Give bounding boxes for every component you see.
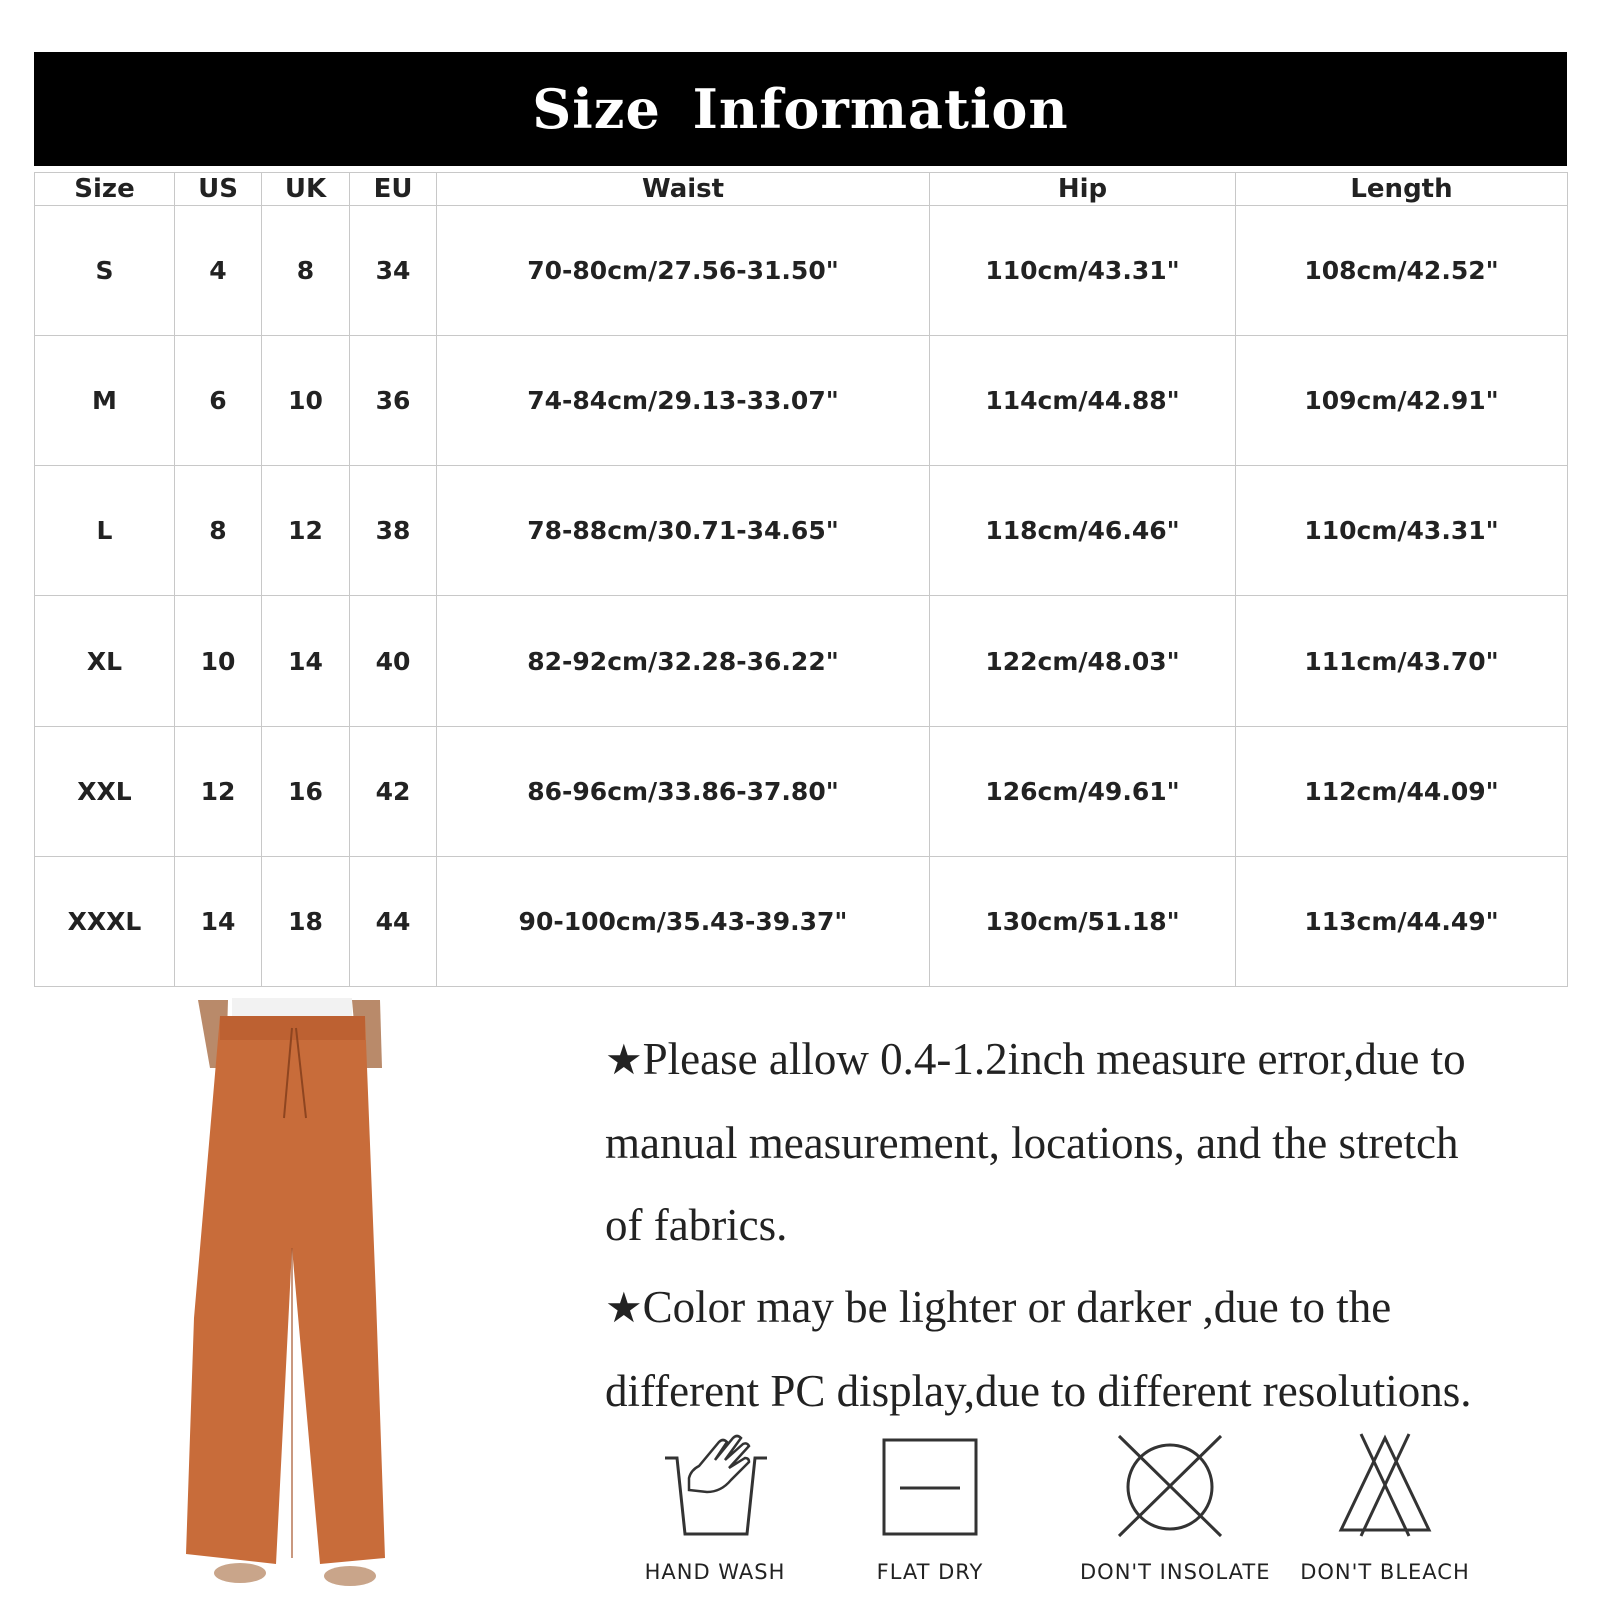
table-row [35,856,1568,986]
header-length: Length [1236,173,1568,206]
cell-us: 4 [175,206,262,336]
cell-eu: 34 [350,206,437,336]
waistband [220,1016,365,1040]
cell-hip: 130cm/51.18" [930,856,1236,986]
hand-wash-icon [655,1430,775,1540]
cell-us: 10 [175,596,262,726]
header-size: Size [35,173,175,206]
cell-waist: 74-84cm/29.13-33.07" [437,336,930,466]
cell-us: 14 [175,856,262,986]
cell-us: 12 [175,726,262,856]
cell-hip: 110cm/43.31" [930,206,1236,336]
flat-dry-icon [880,1430,980,1540]
star-icon: ★ [605,1286,643,1332]
care-dont-insolate: DON'T INSOLATE [1080,1430,1260,1584]
cell-waist: 70-80cm/27.56-31.50" [437,206,930,336]
cell-eu: 44 [350,856,437,986]
left-foot [214,1563,266,1583]
cell-us: 6 [175,336,262,466]
table-row [35,336,1568,466]
cell-size: XXL [35,726,175,856]
title-banner [34,52,1567,166]
cell-uk: 18 [262,856,350,986]
care-hand-wash: HAND WASH [640,1430,790,1584]
table-row [35,596,1568,726]
cell-hip: 118cm/46.46" [930,466,1236,596]
page-title: Size Information [532,77,1069,141]
star-icon: ★ [605,1038,643,1084]
cell-size: M [35,336,175,466]
cell-eu: 36 [350,336,437,466]
cell-hip: 122cm/48.03" [930,596,1236,726]
table-header-row [35,173,1568,206]
cell-hip: 126cm/49.61" [930,726,1236,856]
cell-waist: 90-100cm/35.43-39.37" [437,856,930,986]
notes-section [605,1018,1565,1432]
cell-uk: 10 [262,336,350,466]
dont-insolate-icon [1115,1430,1225,1540]
cell-uk: 14 [262,596,350,726]
right-foot [324,1566,376,1586]
header-us: US [175,173,262,206]
table-row [35,206,1568,336]
header-waist: Waist [437,173,930,206]
note-color-variance: ★Color may be lighter or darker ,due to the different PC display,due to different resolutions. [605,1282,1472,1416]
cell-hip: 114cm/44.88" [930,336,1236,466]
cell-us: 8 [175,466,262,596]
pants-photo [180,998,400,1594]
cell-waist: 78-88cm/30.71-34.65" [437,466,930,596]
cell-length: 113cm/44.49" [1236,856,1568,986]
header-uk: UK [262,173,350,206]
size-table [34,172,1568,987]
cell-waist: 86-96cm/33.86-37.80" [437,726,930,856]
note-measure-error: ★Please allow 0.4-1.2inch measure error,due to manual measurement, locations, and the stretch of fabrics. [605,1034,1466,1250]
cell-length: 110cm/43.31" [1236,466,1568,596]
cell-uk: 8 [262,206,350,336]
cell-uk: 16 [262,726,350,856]
care-flat-dry: FLAT DRY [865,1430,995,1584]
cell-length: 109cm/42.91" [1236,336,1568,466]
cell-size: XXXL [35,856,175,986]
table-row [35,466,1568,596]
care-dont-bleach: DON'T BLEACH [1300,1430,1470,1584]
cell-length: 111cm/43.70" [1236,596,1568,726]
dont-bleach-icon [1335,1430,1435,1540]
cell-eu: 38 [350,466,437,596]
cell-size: XL [35,596,175,726]
cell-size: L [35,466,175,596]
cell-length: 112cm/44.09" [1236,726,1568,856]
cell-uk: 12 [262,466,350,596]
cell-eu: 40 [350,596,437,726]
cell-size: S [35,206,175,336]
header-hip: Hip [930,173,1236,206]
table-row [35,726,1568,856]
cell-waist: 82-92cm/32.28-36.22" [437,596,930,726]
header-eu: EU [350,173,437,206]
cell-length: 108cm/42.52" [1236,206,1568,336]
cell-eu: 42 [350,726,437,856]
